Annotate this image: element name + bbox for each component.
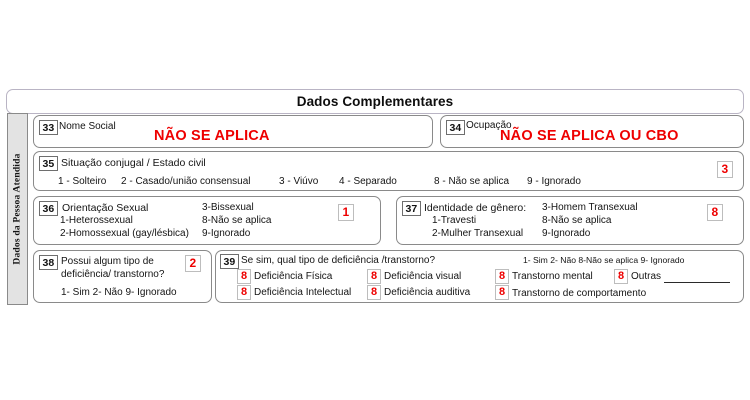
field-34-number: 34 [446,120,465,135]
field-39-answer-deficiencia-auditiva[interactable]: 8 [367,285,381,300]
field-39-label-deficiencia-visual: Deficiência visual [384,271,462,282]
page-title: Dados Complementares [296,94,454,109]
field-35-option-2: 2 - Casado/união consensual [121,176,251,187]
field-37-number: 37 [402,201,421,216]
section-header-banner [6,89,744,114]
field-38-label-line-1: Possui algum tipo de [61,256,154,267]
field-35-label: Situação conjugal / Estado civil [61,157,206,169]
field-33-value[interactable]: NÃO SE APLICA [154,128,270,144]
field-38-number: 38 [39,255,58,270]
field-39-label-transtorno-comportamento: Transtorno de comportamento [512,288,647,299]
field-39-label-transtorno-mental: Transtorno mental [512,271,593,282]
field-35-option-4: 4 - Separado [339,176,397,187]
field-38-options: 1- Sim 2- Não 9- Ignorado [61,287,177,298]
field-36-label: Orientação Sexual [62,202,149,214]
field-39-answer-outras[interactable]: 8 [614,269,628,284]
field-36-option-1: 1-Heterossexual [60,215,133,226]
field-39-answer-deficiencia-intelectual[interactable]: 8 [237,285,251,300]
field-39-legend: 1- Sim 2- Não 8-Não se aplica 9- Ignorado [523,255,685,265]
field-35-answer[interactable]: 3 [717,161,733,178]
field-37-option-3: 3-Homem Transexual [542,202,638,213]
field-38-possui-deficiencia[interactable] [33,250,212,303]
field-36-number: 36 [39,201,58,216]
field-39-tipos-deficiencia[interactable] [215,250,744,303]
field-39-label-outras: Outras [631,271,662,282]
field-33-nome-social[interactable] [33,115,433,148]
field-35-option-8: 8 - Não se aplica [434,176,510,187]
field-37-option-1: 1-Travesti [432,215,477,226]
field-39-label-deficiencia-intelectual: Deficiência Intelectual [254,287,352,298]
field-34-label: Ocupação [466,120,512,131]
field-39-answer-deficiencia-visual[interactable]: 8 [367,269,381,284]
field-39-outras-write-in[interactable] [664,272,730,283]
field-36-orientacao-sexual[interactable] [33,196,381,245]
field-39-number: 39 [220,254,239,269]
field-34-value[interactable]: NÃO SE APLICA OU CBO [500,128,679,144]
field-38-label-line-2: deficiência/ transtorno? [61,269,165,280]
field-39-label: Se sim, qual tipo de deficiência /transtorno? [241,255,435,266]
field-36-option-8: 8-Não se aplica [202,215,272,226]
sidebar-section-tab [7,113,28,305]
field-35-situacao-conjugal[interactable] [33,151,744,191]
field-35-option-1: 1 - Solteiro [58,176,107,187]
field-39-answer-deficiencia-fisica[interactable]: 8 [237,269,251,284]
field-37-answer[interactable]: 8 [707,204,723,221]
field-35-number: 35 [39,156,58,171]
field-37-option-2: 2-Mulher Transexual [432,228,524,239]
field-33-number: 33 [39,120,58,135]
field-33-label: Nome Social [59,121,116,132]
sidebar-section-label: Dados da Pessoa Atendida [12,153,23,265]
field-39-label-deficiencia-auditiva: Deficiência auditiva [384,287,471,298]
field-36-option-9: 9-Ignorado [202,228,251,239]
field-35-option-3: 3 - Viúvo [279,176,319,187]
field-37-label: Identidade de gênero: [424,202,527,214]
field-37-identidade-genero[interactable] [396,196,744,245]
field-37-option-8: 8-Não se aplica [542,215,612,226]
field-36-option-2: 2-Homossexual (gay/lésbica) [60,228,189,239]
field-36-option-3: 3-Bissexual [202,202,254,213]
field-39-answer-transtorno-comportamento[interactable]: 8 [495,285,509,300]
field-39-label-deficiencia-fisica: Deficiência Física [254,271,333,282]
field-34-ocupacao[interactable] [440,115,744,148]
field-37-option-9: 9-Ignorado [542,228,591,239]
field-39-answer-transtorno-mental[interactable]: 8 [495,269,509,284]
field-38-answer[interactable]: 2 [185,255,201,272]
field-35-option-9: 9 - Ignorado [527,176,581,187]
field-36-answer[interactable]: 1 [338,204,354,221]
